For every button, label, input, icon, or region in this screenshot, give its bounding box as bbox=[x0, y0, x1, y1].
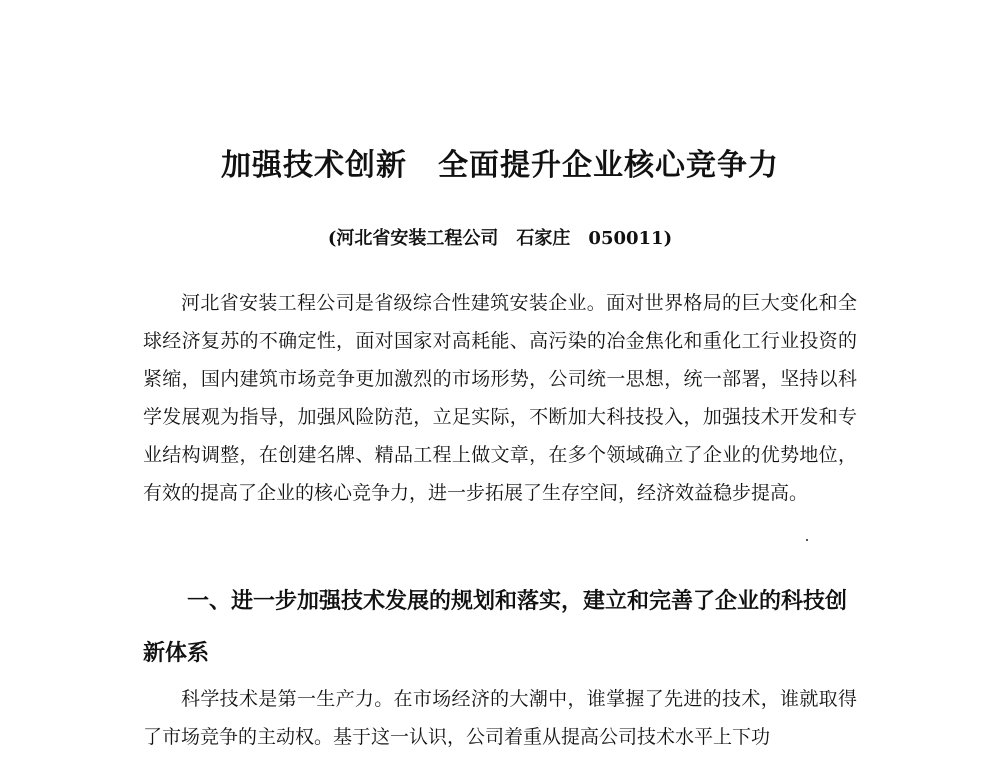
section-heading-1: 一、进一步加强技术发展的规划和落实，建立和完善了企业的科技创新体系 bbox=[143, 589, 848, 666]
document-title: 加强技术创新 全面提升企业核心竞争力 bbox=[221, 148, 779, 183]
paragraph-intro: 河北省安装工程公司是省级综合性建筑安装企业。面对世界格局的巨大变化和全球经济复苏的不确定性，面对国家对高耗能、高污染的冶金焦化和重化工行业投资的紧缩，国内建筑市场竞争更加激烈的市场形势，公司统一思想，统一部署，坚持以科学发展观为指导，加强风险防范，立足实际，不断加大科技投入，加强技术开发和专业结构调整，在创建名牌、精品工程上做文章，在多个领域确立了企业的优势地位，有效的提高了企业的核心竞争力，进一步拓展了生存空间，经济效益稳步提高。 bbox=[143, 292, 857, 504]
paragraph-section-1: 科学技术是第一生产力。在市场经济的大潮中，谁掌握了先进的技术，谁就取得了市场竞争的主动权。基于这一认识，公司着重从提高公司技术水平上下功 bbox=[143, 688, 857, 748]
author-affiliation: (河北省安装工程公司 石家庄 050011) bbox=[327, 228, 673, 249]
scan-speck bbox=[806, 539, 808, 541]
